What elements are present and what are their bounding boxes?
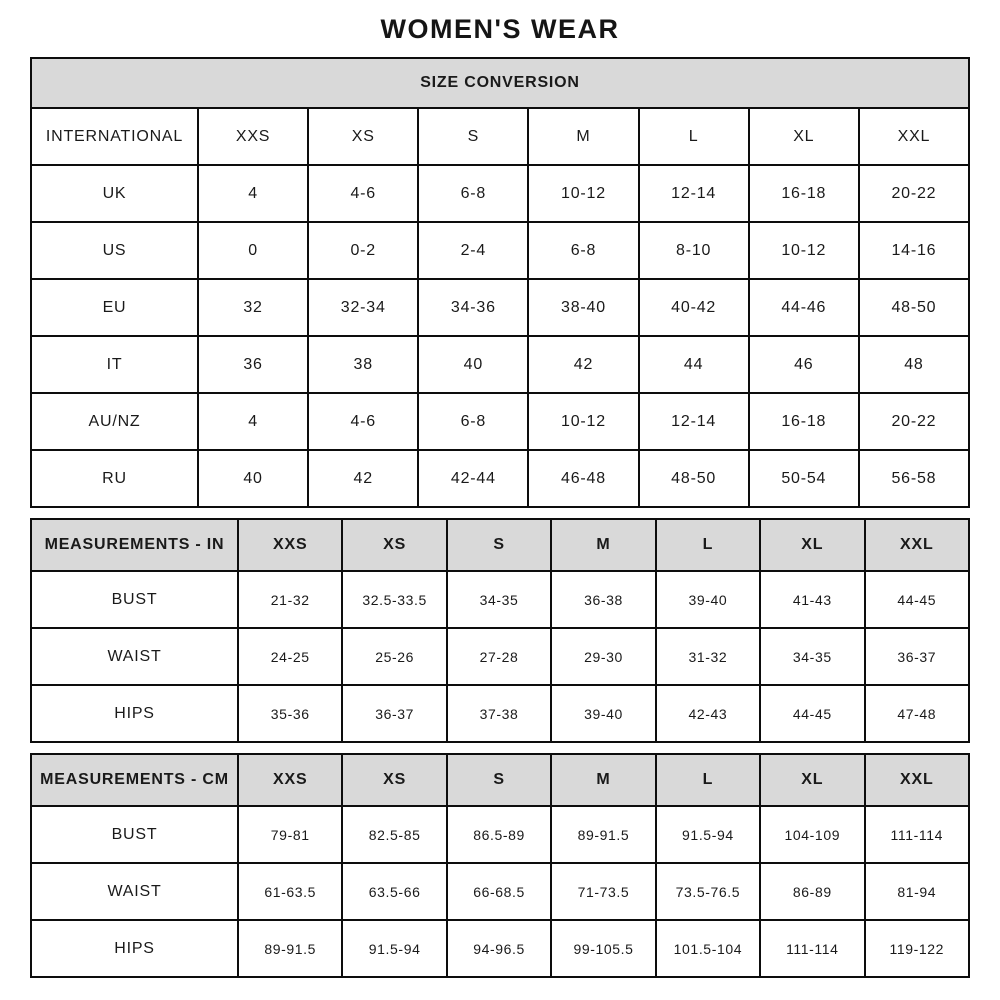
size_conversion-value-cell: 8-10 [639, 222, 749, 279]
size_conversion-value-cell: 44-46 [749, 279, 859, 336]
measurements_in-value-cell: 36-38 [551, 571, 655, 628]
measurements_in-value-cell: 36-37 [865, 628, 969, 685]
size_conversion-value-cell: 36 [198, 336, 308, 393]
measurements_cm-value-cell: 66-68.5 [447, 863, 551, 920]
measurements_in-value-cell: 44-45 [865, 571, 969, 628]
size_conversion-value-cell: 0-2 [308, 222, 418, 279]
measurements_in-column-header: XS [342, 519, 446, 571]
measurements_in-value-cell: 25-26 [342, 628, 446, 685]
size_conversion-value-cell: 10-12 [749, 222, 859, 279]
measurements_in-value-cell: 37-38 [447, 685, 551, 742]
measurements_in-value-cell: 21-32 [238, 571, 342, 628]
measurements_cm-value-cell: 89-91.5 [238, 920, 342, 977]
measurements_in-section-title: MEASUREMENTS - IN [31, 519, 238, 571]
measurements_in-value-cell: 47-48 [865, 685, 969, 742]
measurements_in-header-row [31, 519, 969, 571]
measurements_cm-value-cell: 61-63.5 [238, 863, 342, 920]
measurements_in-value-cell: 42-43 [656, 685, 760, 742]
size_conversion-column-header: XXS [198, 108, 308, 165]
size_conversion-value-cell: 34-36 [418, 279, 528, 336]
measurements_in-row-label: BUST [31, 571, 238, 628]
measurements_cm-value-cell: 99-105.5 [551, 920, 655, 977]
page-title: WOMEN'S WEAR [380, 14, 620, 44]
size_conversion-row-label: AU/NZ [31, 393, 198, 450]
measurements_cm-value-cell: 111-114 [865, 806, 969, 863]
measurements_cm-value-cell: 81-94 [865, 863, 969, 920]
size_conversion-value-cell: 6-8 [418, 165, 528, 222]
size_conversion-value-cell: 44 [639, 336, 749, 393]
measurements_in-row-label: HIPS [31, 685, 238, 742]
measurements_in-value-cell: 36-37 [342, 685, 446, 742]
size_conversion-column-header: XXL [859, 108, 969, 165]
measurements_cm-column-header: XXL [865, 754, 969, 806]
size_conversion-section-title: SIZE CONVERSION [31, 58, 969, 108]
table-row [31, 628, 969, 685]
size_conversion-column-header: XS [308, 108, 418, 165]
table-row [31, 222, 969, 279]
size_conversion-value-cell: 10-12 [528, 393, 638, 450]
measurements_in-value-cell: 34-35 [760, 628, 864, 685]
size_conversion-value-cell: 40-42 [639, 279, 749, 336]
size_conversion-value-cell: 38-40 [528, 279, 638, 336]
size_conversion-row-label: US [31, 222, 198, 279]
measurements_cm-value-cell: 101.5-104 [656, 920, 760, 977]
table-row [31, 336, 969, 393]
size_conversion-value-cell: 16-18 [749, 393, 859, 450]
size_conversion-value-cell: 16-18 [749, 165, 859, 222]
size_conversion-value-cell: 0 [198, 222, 308, 279]
size_conversion-value-cell: 10-12 [528, 165, 638, 222]
size_conversion-value-cell: 4-6 [308, 393, 418, 450]
size_conversion-value-cell: 4 [198, 393, 308, 450]
measurements_in-value-cell: 39-40 [656, 571, 760, 628]
size_conversion-value-cell: 32 [198, 279, 308, 336]
measurements_in-value-cell: 34-35 [447, 571, 551, 628]
table-row [31, 806, 969, 863]
measurements_cm-column-header: L [656, 754, 760, 806]
measurements_cm-value-cell: 91.5-94 [656, 806, 760, 863]
measurements_cm-column-header: XXS [238, 754, 342, 806]
measurements_in-value-cell: 24-25 [238, 628, 342, 685]
measurements_in-value-cell: 35-36 [238, 685, 342, 742]
size_conversion-value-cell: 42 [308, 450, 418, 507]
size_conversion-value-cell: 48 [859, 336, 969, 393]
measurements_cm-column-header: S [447, 754, 551, 806]
size_conversion-value-cell: 12-14 [639, 165, 749, 222]
size_conversion-value-cell: 48-50 [639, 450, 749, 507]
size_conversion-value-cell: 56-58 [859, 450, 969, 507]
measurements_in-value-cell: 44-45 [760, 685, 864, 742]
measurements_cm-value-cell: 119-122 [865, 920, 969, 977]
measurements_cm-value-cell: 86.5-89 [447, 806, 551, 863]
size_conversion-value-cell: 6-8 [528, 222, 638, 279]
measurements_in-column-header: S [447, 519, 551, 571]
size_conversion-value-cell: 12-14 [639, 393, 749, 450]
measurements_cm-value-cell: 63.5-66 [342, 863, 446, 920]
size_conversion-value-cell: 42-44 [418, 450, 528, 507]
size_conversion-value-cell: 14-16 [859, 222, 969, 279]
table-row [31, 863, 969, 920]
table-row [31, 450, 969, 507]
size_conversion-title-row [31, 58, 969, 108]
table-row [31, 165, 969, 222]
size_conversion-column-header: INTERNATIONAL [31, 108, 198, 165]
measurements_cm-value-cell: 71-73.5 [551, 863, 655, 920]
size_conversion-value-cell: 46 [749, 336, 859, 393]
size_conversion-row-label: EU [31, 279, 198, 336]
measurements_cm-row-label: HIPS [31, 920, 238, 977]
measurements_cm-column-header: XL [760, 754, 864, 806]
measurements_cm-value-cell: 94-96.5 [447, 920, 551, 977]
measurements-in-table [30, 518, 970, 743]
measurements_cm-value-cell: 91.5-94 [342, 920, 446, 977]
size_conversion-value-cell: 20-22 [859, 393, 969, 450]
size_conversion-value-cell: 42 [528, 336, 638, 393]
measurements_in-column-header: XL [760, 519, 864, 571]
size_conversion-value-cell: 2-4 [418, 222, 528, 279]
size_conversion-row-label: RU [31, 450, 198, 507]
size_conversion-column-header: L [639, 108, 749, 165]
measurements_cm-value-cell: 111-114 [760, 920, 864, 977]
measurements_cm-column-header: XS [342, 754, 446, 806]
table-row [31, 920, 969, 977]
measurements_in-value-cell: 32.5-33.5 [342, 571, 446, 628]
size-conversion-table [30, 57, 970, 508]
table-row [31, 571, 969, 628]
size_conversion-value-cell: 32-34 [308, 279, 418, 336]
measurements_cm-value-cell: 73.5-76.5 [656, 863, 760, 920]
measurements_cm-value-cell: 89-91.5 [551, 806, 655, 863]
measurements_cm-header-row [31, 754, 969, 806]
size_conversion-value-cell: 48-50 [859, 279, 969, 336]
size_conversion-value-cell: 38 [308, 336, 418, 393]
size_conversion-column-header-row [31, 108, 969, 165]
measurements_in-column-header: XXL [865, 519, 969, 571]
size_conversion-value-cell: 6-8 [418, 393, 528, 450]
measurements_in-column-header: L [656, 519, 760, 571]
size_conversion-value-cell: 46-48 [528, 450, 638, 507]
measurements_in-column-header: M [551, 519, 655, 571]
measurements_in-value-cell: 31-32 [656, 628, 760, 685]
size_conversion-column-header: XL [749, 108, 859, 165]
size_conversion-value-cell: 4-6 [308, 165, 418, 222]
size_conversion-value-cell: 40 [198, 450, 308, 507]
size_conversion-value-cell: 50-54 [749, 450, 859, 507]
table-row [31, 279, 969, 336]
size_conversion-column-header: M [528, 108, 638, 165]
measurements_cm-value-cell: 86-89 [760, 863, 864, 920]
measurements_cm-section-title: MEASUREMENTS - CM [31, 754, 238, 806]
measurements_cm-value-cell: 82.5-85 [342, 806, 446, 863]
measurements_cm-row-label: WAIST [31, 863, 238, 920]
size_conversion-value-cell: 4 [198, 165, 308, 222]
measurements_in-row-label: WAIST [31, 628, 238, 685]
measurements_in-value-cell: 27-28 [447, 628, 551, 685]
measurements_in-value-cell: 41-43 [760, 571, 864, 628]
measurements_in-value-cell: 39-40 [551, 685, 655, 742]
size_conversion-value-cell: 20-22 [859, 165, 969, 222]
measurements_cm-row-label: BUST [31, 806, 238, 863]
size_conversion-row-label: IT [31, 336, 198, 393]
measurements-cm-table [30, 753, 970, 978]
measurements_cm-value-cell: 79-81 [238, 806, 342, 863]
measurements_in-value-cell: 29-30 [551, 628, 655, 685]
measurements_cm-value-cell: 104-109 [760, 806, 864, 863]
size_conversion-column-header: S [418, 108, 528, 165]
table-row [31, 393, 969, 450]
measurements_in-column-header: XXS [238, 519, 342, 571]
measurements_cm-column-header: M [551, 754, 655, 806]
size_conversion-row-label: UK [31, 165, 198, 222]
table-row [31, 685, 969, 742]
size_conversion-value-cell: 40 [418, 336, 528, 393]
